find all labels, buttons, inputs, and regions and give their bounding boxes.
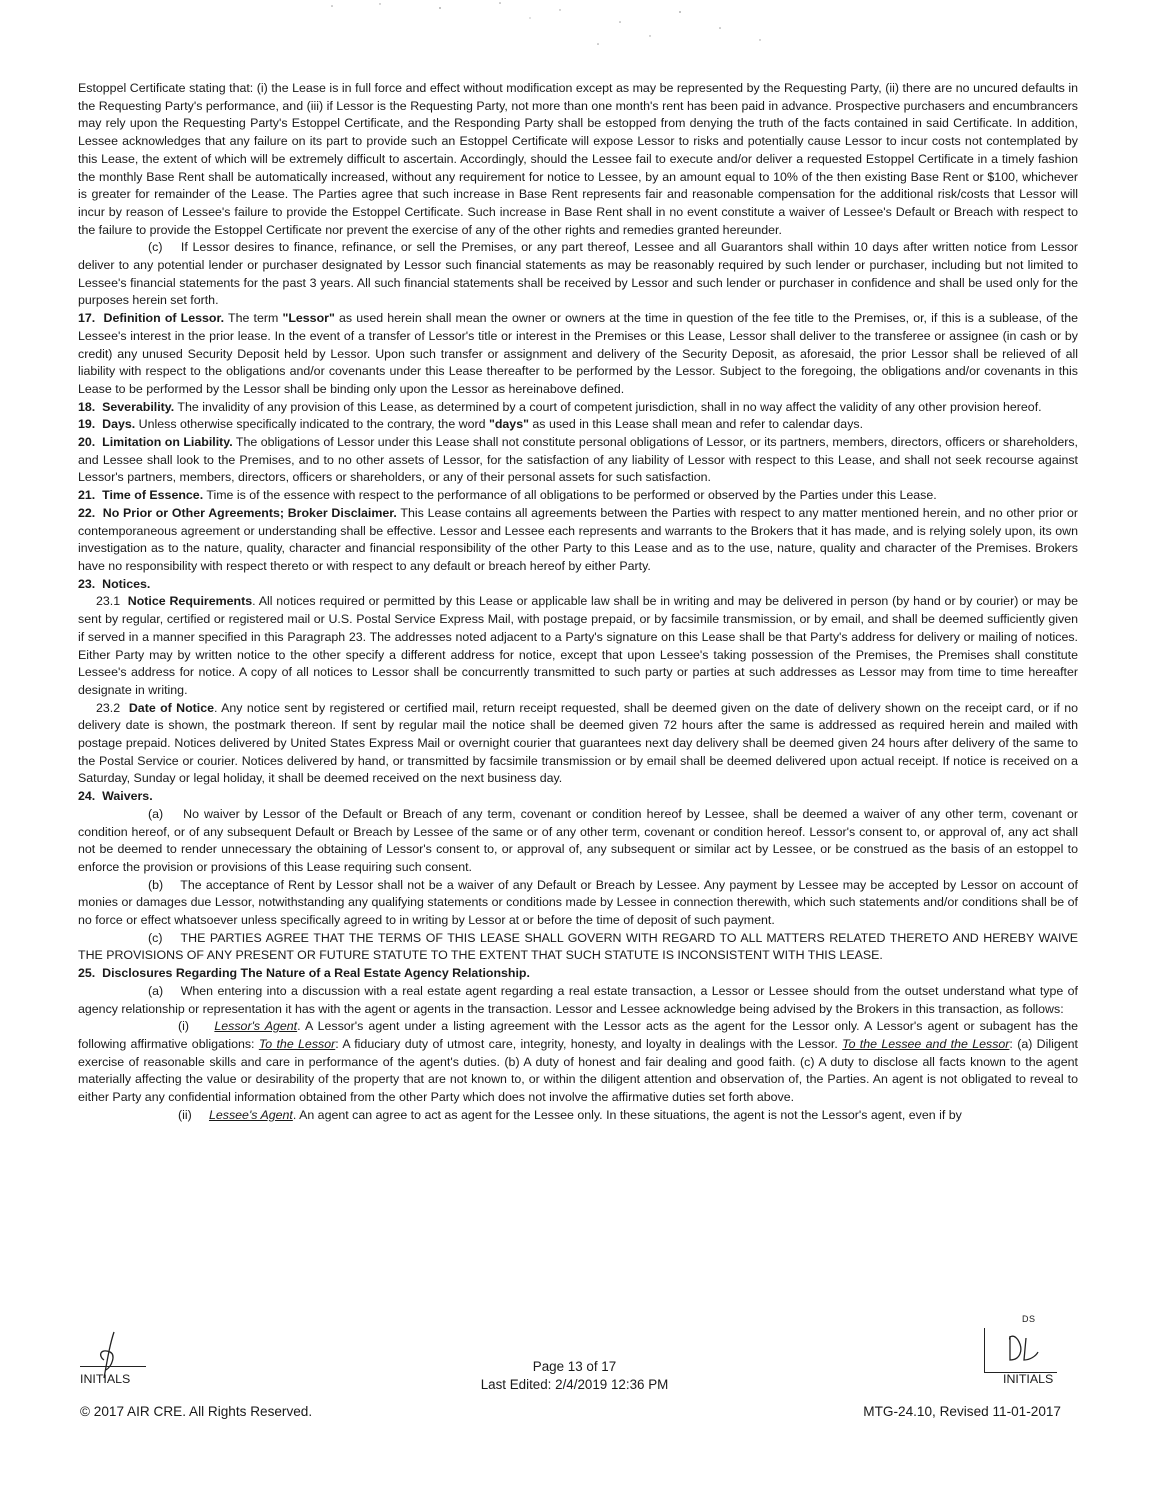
section-20-text: The obligations of Lessor under this Lease shall not constitute personal obligations of Lessor, or its partners, members, directors, officers or shareholders, and Lessee shall look to the Premises, and to no other assets of Lessor, for the satisfaction of any liability of Lessor with respect to this Lease, and shall not seek recourse against Lessor's partners, members, directors, officers or shareholders, or any of their personal assets for such satisfaction. [78,435,1078,485]
section-20-title: Limitation on Liability. [102,435,233,450]
section-23-2 [78,700,1078,789]
section-25-ii-label: (ii) [178,1107,192,1122]
section-19-text-before: Unless otherwise specifically indicated to the contrary, the word [135,417,489,432]
section-21-text: Time is of the essence with respect to the performance of all obligations to be performed or observed by the Parties under this Lease. [203,488,937,503]
section-25-i-title: Lessor's Agent [214,1019,298,1034]
section-23-1 [78,593,1078,699]
section-19-number: 19. [78,417,96,432]
section-23-1-title: Notice Requirements [127,594,253,609]
section-18-number: 18. [78,399,96,414]
section-25-i-label: (i) [178,1019,190,1034]
last-edited: Last Edited: 2/4/2019 12:36 PM [480,1377,669,1392]
section-22-text: This Lease contains all agreements between the Parties with respect to any matter mentioned herein, and no other prior or contemporaneous agreement or understanding shall be effective. Lessor and Lessee each represents and warrants to the Brokers that it has made, and is relying solely upon, its own investigation as to the nature, quality, character and financial responsibility of the other Party to this Lease and as to the use, nature, quality and character of the Premises. Brokers have no responsibility with respect thereto or with respect to any default or breach hereof by either Party. [78,505,1078,573]
section-23-number: 23. [78,576,96,591]
section-25-ii-text: . An agent can agree to act as agent for the Lessee only. In these situations, the agent is not the Lessor's agent, even if by [292,1107,962,1122]
section-23-2-text: . Any notice sent by registered or certified mail, return receipt requested, shall be deemed given on the date of delivery shown on the receipt card, or if no delivery date is shown, the postmark thereon. If sent by regular mail the notice shall be deemed given 72 hours after the same is addressed as required herein and mailed with postage prepaid. Notices delivered by United States Express Mail or overnight courier that guarantees next day delivery shall be deemed given 24 hours after delivery of the same to the Postal Service or courier. Notices delivered by hand, or transmitted by facsimile transmission or by email shall be deemed delivered upon actual receipt. If notice is received on a Saturday, Sunday or legal holiday, it shall be deemed received on the next business day. [78,700,1079,786]
section-25-title: Disclosures Regarding The Nature of a Real Estate Agency Relationship. [102,966,530,981]
section-23-1-number: 23.1 [96,594,121,609]
estoppel-paragraph-c: (c) If Lessor desires to finance, refinance, or sell the Premises, or any part thereof, Lessee and all Guarantors shall within 10 days after written notice from Lessor deliver to any potential lender or purchaser designated by Lessor such financial statements as may be reasonably required by such lender or purchaser, including but not limited to Lessee's financial statements for the past 3 years. All such financial statements shall be received by Lessor and such lender or purchaser in confidence and shall be used only for the purposes herein set forth. [78,240,1078,308]
copyright: © 2017 AIR CRE. All Rights Reserved. [80,1404,313,1419]
section-19-title: Days. [102,417,136,432]
section-25-a-ii [78,1107,1078,1125]
section-18 [78,399,1078,417]
section-24-heading [78,788,1078,806]
section-25-i-text2: : A fiduciary duty of utmost care, integrity, honesty, and loyalty in dealings with the Lessor. [335,1036,843,1051]
section-24-number: 24. [78,789,96,804]
section-23-1-text: . All notices required or permitted by this Lease or applicable law shall be in writing and may be delivered in person (by hand or by courier) or may be sent by regular, certified or registered mail or U.S. Postal Service Express Mail, with postage prepaid, or by facsimile transmission, or by email, and shall be deemed sufficiently given if served in a manner specified in this Paragraph 23. The addresses noted adjacent to a Party's signature on this Lease shall be that Party's address for delivery or mailing of notices. Either Party may by written notice to the other specify a different address for notice, except that upon Lessee's taking possession of the Premises, the Premises shall constitute Lessee's address for notice. A copy of all notices to Lessor shall be concurrently transmitted to such party or parties at such addresses as Lessor may from time to time hereafter designate in writing. [78,594,1079,697]
section-19 [78,416,1078,434]
section-22-title: No Prior or Other Agreements; Broker Disclaimer. [102,505,397,520]
section-25-number: 25. [78,966,96,981]
estoppel-paragraph-a: Estoppel Certificate stating that: (i) the Lease is in full force and effect without modification except as may be represented by the Requesting Party, (ii) there are no uncured defaults in the Requesting Party's performance, and (iii) if Lessor is the Requesting Party, not more than one month's rent has been paid in advance. Prospective purchasers and encumbrancers may rely upon the Requesting Party's Estoppel Certificate, and the Responding Party shall be estopped from denying the truth of the facts contained in said Certificate. In addition, Lessee acknowledges that any failure on its part to provide such an Estoppel Certificate will expose Lessor to risks and potentially cause Lessor to incur costs not contemplated by this Lease, the extent of which will be extremely difficult to ascertain. Accordingly, should the Lessee fail to execute and/or deliver a requested Estoppel Certificate in a timely fashion the monthly Base Rent shall be automatically increased, without any requirement for notice to Lessee, by an amount equal to 10% of the then existing Base Rent or $100, whichever is greater for remainder of the Lease. The Parties agree that such increase in Base Rent represents fair and reasonable compensation for the additional risk/costs that Lessor will incur by reason of Lessee's failure to provide the Estoppel Certificate. Such increase in Base Rent shall in no event constitute a waiver of Lessee's Default or Breach with respect to the failure to provide the Estoppel Certificate nor prevent the exercise of any of the other rights and remedies granted hereunder. [78,81,1078,237]
page-footer [0,1314,1149,1500]
section-25-i-text3: : (a) Diligent exercise of reasonable skills and care in performance of the agent's duties. (b) A duty of honest and fair dealing and good faith. (c) A duty to disclose all facts known to the agent materially affecting the value or desirability of the property that are not known to, or within the diligent attention and observation of, the Parties. An agent is not obligated to reveal to either Party any confidential information obtained from the other Party which does not involve the affirmative duties set forth above. [78,1036,1078,1105]
section-25-heading [78,965,1078,983]
scan-noise [320,0,840,60]
section-19-term: "days" [488,417,529,432]
docusign-mark: DS [1022,1314,1036,1324]
initials-label-right: INITIALS [1003,1372,1054,1386]
section-21 [78,487,1078,505]
form-id: MTG-24.10, Revised 11-01-2017 [863,1404,1061,1419]
section-24-a: (a) No waiver by Lessor of the Default or Breach of any term, covenant or condition hereof by Lessee, shall be deemed a waiver of any other term, covenant or condition hereof, or of any subsequent Default or Breach by Lessee of the same or of any other term, covenant or condition hereof. Lessor's consent to, or approval of, any act shall not be deemed to render unnecessary the obtaining of Lessor's consent to, or approval of, any subsequent or similar act by Lessee, or be construed as the basis of an estoppel to enforce the provision or provisions of this Lease requiring such consent. [78,806,1078,874]
section-23-title: Notices. [102,576,151,591]
section-25-i-to-both: To the Lessee and the Lessor [842,1036,1010,1051]
section-20 [78,434,1078,487]
section-17-text-before: The term [224,311,283,326]
section-18-text: The invalidity of any provision of this Lease, as determined by a court of competent jurisdiction, shall in no way affect the validity of any other provision hereof. [174,399,1042,414]
section-18-title: Severability. [102,399,175,414]
section-24-b: (b) The acceptance of Rent by Lessor shall not be a waiver of any Default or Breach by Lessee. Any payment by Lessee may be accepted by Lessor on account of monies or damages due Lessor, notwithstanding any qualifying statements or conditions made by Lessee in connection therewith, which such statements and/or conditions shall be of no force or effect whatsoever unless specifically agreed to in writing by Lessor at or before the time of deposit of such payment. [78,877,1078,928]
section-22-number: 22. [78,505,96,520]
section-19-text: as used in this Lease shall mean and refer to calendar days. [528,417,864,432]
section-23-2-number: 23.2 [96,700,121,715]
initials-label-left: INITIALS [80,1372,131,1386]
section-25-i-to-lessor: To the Lessor [258,1036,336,1051]
section-24-title: Waivers. [102,789,153,804]
section-25-a-i [78,1018,1078,1107]
section-17-title: Definition of Lessor. [103,311,225,326]
section-21-title: Time of Essence. [102,488,204,503]
section-17 [78,310,1078,399]
section-25-a: (a) When entering into a discussion with a real estate agent regarding a real estate transaction, a Lessor or Lessee should from the outset understand what type of agency relationship or representation it has with the agent or agents in the transaction. Lessor and Lessee acknowledge being advised by the Brokers in this transaction, as follows: [78,983,1078,1016]
section-17-term: "Lessor" [282,311,335,326]
section-22 [78,505,1078,576]
section-21-number: 21. [78,488,96,503]
section-25-ii-title: Lessee's Agent [208,1107,293,1122]
document-body [78,80,1078,1124]
section-20-number: 20. [78,435,96,450]
section-17-text: as used herein shall mean the owner or owners at the time in question of the fee title to the Premises, or, if this is a sublease, of the Lessee's interest in the prior lease. In the event of a transfer of Lessor's title or interest in the Premises or this Lease, Lessor shall deliver to the transferee or assignee (in cash or by credit) any unused Security Deposit held by Lessor. Upon such transfer or assignment and delivery of the Security Deposit, as aforesaid, the prior Lessor shall be relieved of all liability with respect to the obligations and/or covenants under this Lease thereafter to be performed by the Lessor. Subject to the foregoing, the obligations and/or covenants in this Lease to be performed by the Lessor shall be binding only upon the Lessor as hereinabove defined. [78,311,1078,396]
section-23-2-title: Date of Notice [128,700,215,715]
section-24-c: (c) THE PARTIES AGREE THAT THE TERMS OF THIS LEASE SHALL GOVERN WITH REGARD TO ALL MATTERS RELATED THERETO AND HEREBY WAIVE THE PROVISIONS OF ANY PRESENT OR FUTURE STATUTE TO THE EXTENT THAT SUCH STATUTE IS INCONSISTENT WITH THIS LEASE. [78,930,1078,963]
page-number: Page 13 of 17 [532,1359,617,1374]
section-17-number: 17. [78,311,96,326]
section-23-heading [78,576,1078,594]
section-25-i-text1: . A Lessor's agent under a listing agreement with the Lessor acts as the agent for the Lessor only. A Lessor's agent or subagent has the following affirmative obligations: [78,1019,1078,1051]
